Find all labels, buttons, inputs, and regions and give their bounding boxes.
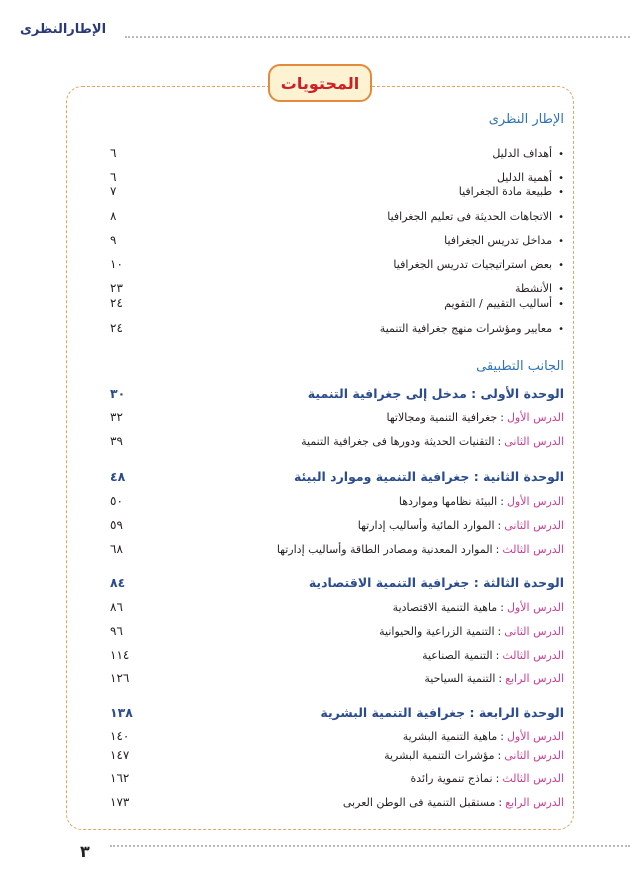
lesson-label: الدرس الرابع [505, 671, 564, 685]
lesson-page-number: ١٤٧ [110, 748, 130, 762]
lesson-entry: الدرس الأول:ماهية التنمية الاقتصادية [392, 600, 564, 614]
lesson-row[interactable] [110, 514, 564, 536]
unit-title: الوحدة الثانية : جغرافية التنمية وموارد البيئة [293, 468, 564, 484]
lesson-label: الدرس الثانى [504, 748, 564, 762]
toc-page-number: ٧ [110, 184, 117, 198]
lesson-entry: الدرس الرابع:التنمية السياحية [424, 671, 564, 685]
lesson-entry: الدرس الأول:البيئة نظامها ومواردها [398, 494, 564, 508]
lesson-page-number: ٦٨ [110, 542, 123, 556]
toc-row[interactable] [110, 292, 564, 314]
contents-title-badge: المحتويات [268, 64, 372, 102]
lesson-title: مستقبل التنمية فى الوطن العربى [342, 795, 496, 809]
toc-row[interactable] [110, 253, 564, 275]
lesson-row[interactable] [110, 406, 564, 428]
section-title-applied: الجانب التطبيقى [476, 359, 564, 374]
toc-entry: •الاتجاهات الحديثة فى تعليم الجغرافيا [387, 209, 564, 223]
lesson-title: الموارد المعدنية ومصادر الطاقة وأساليب إدارتها [276, 542, 493, 556]
toc-page-number: ٢٤ [110, 296, 123, 310]
lesson-title: الموارد المائية وأساليب إدارتها [357, 518, 495, 532]
lesson-row[interactable] [110, 620, 564, 642]
footer-dotted-rule [110, 845, 630, 847]
lesson-label: الدرس الأول [506, 410, 564, 424]
unit-title: الوحدة الثالثة : جغرافية التنمية الاقتصادية [308, 574, 564, 590]
toc-page-number: ١٠ [110, 257, 123, 271]
unit-page-number: ٨٤ [110, 574, 126, 590]
lesson-label: الدرس الثالث [502, 542, 564, 556]
unit-row[interactable] [110, 465, 564, 487]
unit-page-number: ١٣٨ [110, 704, 133, 720]
lesson-page-number: ١٤٠ [110, 729, 130, 743]
lesson-page-number: ١٧٣ [110, 795, 130, 809]
bullet-icon: • [558, 259, 564, 271]
header-dotted-rule [125, 36, 630, 38]
toc-page-number: ٨ [110, 209, 117, 223]
toc-row[interactable] [110, 205, 564, 227]
toc-row[interactable] [110, 142, 564, 164]
unit-title: الوحدة الأولى : مدخل إلى جغرافية التنمية [307, 385, 564, 401]
lesson-title: التنمية الصناعية [422, 648, 493, 662]
unit-title: الوحدة الرابعة : جغرافية التنمية البشرية [320, 704, 564, 720]
lesson-page-number: ٥٠ [110, 494, 123, 508]
lesson-row[interactable] [110, 430, 564, 452]
lesson-title: جغرافية التنمية ومجالاتها [386, 410, 498, 424]
unit-page-number: ٤٨ [110, 468, 126, 484]
lesson-row[interactable] [110, 596, 564, 618]
toc-entry: •أساليب التقييم / التقويم [444, 296, 564, 310]
unit-row[interactable] [110, 571, 564, 593]
lesson-entry: الدرس الثالث:الموارد المعدنية ومصادر الطاقة وأساليب إدارتها [276, 542, 564, 556]
bullet-icon: • [558, 172, 564, 184]
lesson-entry: الدرس الثانى:مؤشرات التنمية البشرية [384, 748, 564, 762]
lesson-entry: الدرس الثانى:التقنيات الحديثة ودورها فى جغرافية التنمية [301, 434, 564, 448]
lesson-label: الدرس الثالث [502, 771, 564, 785]
bullet-icon: • [558, 148, 564, 160]
bullet-icon: • [558, 211, 564, 223]
lesson-row[interactable] [110, 538, 564, 560]
toc-page-number: ٢٣ [110, 281, 123, 295]
lesson-entry: الدرس الثالث:التنمية الصناعية [422, 648, 564, 662]
bullet-icon: • [558, 323, 564, 335]
lesson-title: ماهية التنمية الاقتصادية [392, 600, 498, 614]
toc-page-number: ٦ [110, 170, 117, 184]
page-number: ٣ [80, 842, 90, 861]
toc-entry: •الأنشطة [514, 281, 564, 295]
lesson-row[interactable] [110, 490, 564, 512]
bullet-icon: • [558, 186, 564, 198]
lesson-title: التقنيات الحديثة ودورها فى جغرافية التنمية [301, 434, 495, 448]
toc-row[interactable] [110, 180, 564, 202]
toc-entry: •طبيعة مادة الجغرافيا [458, 184, 564, 198]
lesson-row[interactable] [110, 744, 564, 766]
lesson-page-number: ٣٢ [110, 410, 123, 424]
lesson-page-number: ٣٩ [110, 434, 123, 448]
toc-page-number: ٩ [110, 233, 117, 247]
lesson-label: الدرس الثانى [504, 518, 564, 532]
toc-entry: •أهداف الدليل [492, 146, 564, 160]
lesson-label: الدرس الثانى [504, 624, 564, 638]
running-header-title: الإطارالنظرى [20, 22, 107, 37]
toc-entry: •أهمية الدليل [496, 170, 564, 184]
bullet-icon: • [558, 235, 564, 247]
lesson-page-number: ٩٦ [110, 624, 123, 638]
lesson-page-number: ٨٦ [110, 600, 123, 614]
lesson-entry: الدرس الثالث:نماذج تنموية رائدة [410, 771, 564, 785]
lesson-label: الدرس الثانى [504, 434, 564, 448]
lesson-row[interactable] [110, 791, 564, 813]
bullet-icon: • [558, 283, 564, 295]
unit-row[interactable] [110, 701, 564, 723]
lesson-label: الدرس الأول [506, 729, 564, 743]
lesson-title: البيئة نظامها ومواردها [398, 494, 498, 508]
toc-entry: •مداخل تدريس الجغرافيا [444, 233, 564, 247]
lesson-row[interactable] [110, 767, 564, 789]
lesson-title: نماذج تنموية رائدة [410, 771, 493, 785]
toc-entry: •معايير ومؤشرات منهج جغرافية التنمية [379, 321, 564, 335]
lesson-title: التنمية الزراعية والحيوانية [379, 624, 495, 638]
lesson-page-number: ١٢٦ [110, 671, 130, 685]
lesson-page-number: ١٦٢ [110, 771, 130, 785]
section-title-theory: الإطار النظرى [488, 112, 564, 127]
toc-entry: •بعض استراتيجيات تدريس الجغرافيا [393, 257, 564, 271]
lesson-entry: الدرس الرابع:مستقبل التنمية فى الوطن العربى [342, 795, 564, 809]
page-footer [0, 840, 638, 870]
lesson-title: التنمية السياحية [424, 671, 496, 685]
lesson-label: الدرس الثالث [502, 648, 564, 662]
lesson-label: الدرس الأول [506, 600, 564, 614]
lesson-page-number: ٥٩ [110, 518, 123, 532]
unit-row[interactable] [110, 382, 564, 404]
lesson-page-number: ١١٤ [110, 648, 130, 662]
lesson-row[interactable] [110, 644, 564, 666]
lesson-entry: الدرس الثانى:التنمية الزراعية والحيوانية [379, 624, 564, 638]
lesson-title: ماهية التنمية البشرية [402, 729, 498, 743]
bullet-icon: • [558, 298, 564, 310]
lesson-title: مؤشرات التنمية البشرية [384, 748, 495, 762]
toc-page-number: ٦ [110, 146, 117, 160]
lesson-entry: الدرس الأول:جغرافية التنمية ومجالاتها [386, 410, 564, 424]
lesson-entry: الدرس الأول:ماهية التنمية البشرية [402, 729, 564, 743]
toc-page-number: ٢٤ [110, 321, 123, 335]
lesson-entry: الدرس الثانى:الموارد المائية وأساليب إدارتها [357, 518, 564, 532]
lesson-label: الدرس الأول [506, 494, 564, 508]
lesson-label: الدرس الرابع [505, 795, 564, 809]
running-header [0, 22, 638, 46]
toc-row[interactable] [110, 317, 564, 339]
unit-page-number: ٣٠ [110, 385, 126, 401]
lesson-row[interactable] [110, 667, 564, 689]
toc-row[interactable] [110, 229, 564, 251]
